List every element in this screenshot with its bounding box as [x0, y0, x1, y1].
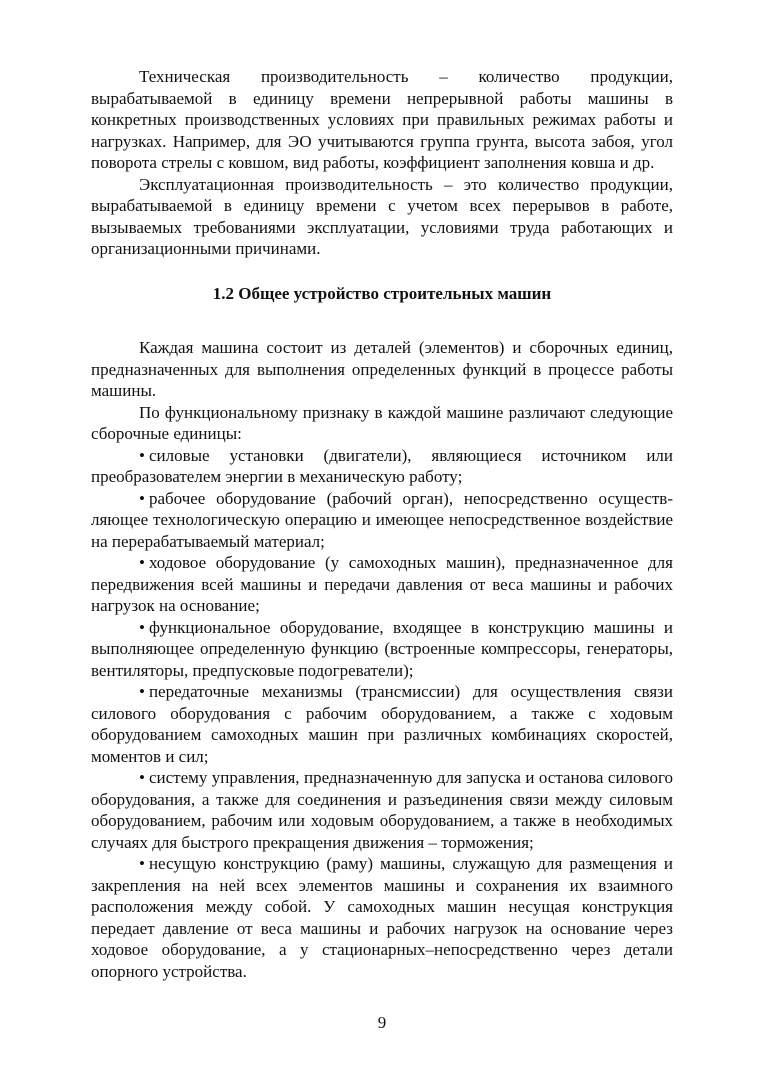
bullet-item: [91, 617, 673, 682]
paragraph-operational-productivity: Эксплуатационная производительность – это количество продукции, вырабатываемой в единицу времени с учетом всех перерывов в работе, вызываемых требованиями эксплуатации, условиями труда работающих и организационными причинами.: [91, 174, 673, 258]
bullet-text: несущую конструкцию (раму) машины, служащую для размещения и закрепления на ней всех элементов машины и сохранения их взаимного расположения между собой. У самоходных машин несущая конструкция передает давление от веса машины и рабочих нагрузок на основание через ходовое оборудование, а у стационарных–непосредственно через детали опорного устройства.: [91, 854, 673, 981]
bullet-item: [91, 445, 673, 488]
bullet-icon: •: [139, 854, 145, 873]
bullet-item: [91, 488, 673, 553]
paragraph-technical-productivity: Техническая производительность – количество продукции, вырабатываемой в единицу времени непрерывной работы машины в конкретных производственных условиях при правильных режимах работы и нагрузках. Например, для ЭО учитываются группа грунта, высота забоя, угол поворота стрелы с ковшом, вид работы, коэффициент заполнения ковша и др.: [91, 67, 673, 172]
paragraph-machine-composition: Каждая машина состоит из деталей (элементов) и сборочных единиц, предназначенных для выполнения определенных функций в процессе работы машины.: [91, 338, 673, 400]
bullet-item: [91, 767, 673, 853]
bullet-text: систему управления, предназначенную для запуска и останова силового оборудования, а также для соединения и разъединения связи между силовым оборудованием, рабочим или ходовым оборудованием, а также в необходимых случаях для быстрого прекращения движения – торможения;: [91, 768, 673, 852]
bullet-text: силовые установки (двигатели), являющиеся источником или преобразователем энергии в механическую работу;: [91, 445, 673, 486]
bullet-icon: •: [139, 617, 145, 637]
page-number: 9: [377, 1013, 387, 1032]
bullet-text: ходовое оборудование (у самоходных машин), предназначенное для передвижения всей машины и передачи давления от веса машины и рабочих нагрузок на основание;: [91, 553, 673, 615]
bullet-icon: •: [139, 445, 145, 465]
bullet-item: [91, 552, 673, 617]
bullet-text: рабочее оборудование (рабочий орган), непосредственно осуществляющее технологическую операцию и имеющее непосредственное воздействие на перерабатываемый материал;: [91, 488, 673, 551]
bullet-icon: •: [139, 553, 145, 572]
bullet-icon: •: [139, 488, 145, 508]
section-heading: 1.2 Общее устройство строительных машин: [212, 283, 552, 303]
page-body: [91, 66, 673, 982]
bullet-icon: •: [139, 682, 145, 701]
bullet-text: функциональное оборудование, входящее в конструкцию машины и выполняющее определенную функцию (встроенные компрессоры, генераторы, вентиляторы, предпусковые подогреватели);: [91, 617, 673, 680]
paragraph-assembly-units-intro: По функциональному признаку в каждой машине различают следующие сборочные единицы:: [91, 402, 673, 443]
bullet-item: [91, 853, 673, 982]
bullet-item: [91, 681, 673, 767]
bullet-icon: •: [139, 768, 145, 787]
bullet-text: передаточные механизмы (трансмиссии) для осуществления связи силового оборудования с рабочим оборудованием, а также с ходовым оборудованием самоходных машин при различных комбинациях скоростей, моментов и сил;: [91, 682, 673, 766]
